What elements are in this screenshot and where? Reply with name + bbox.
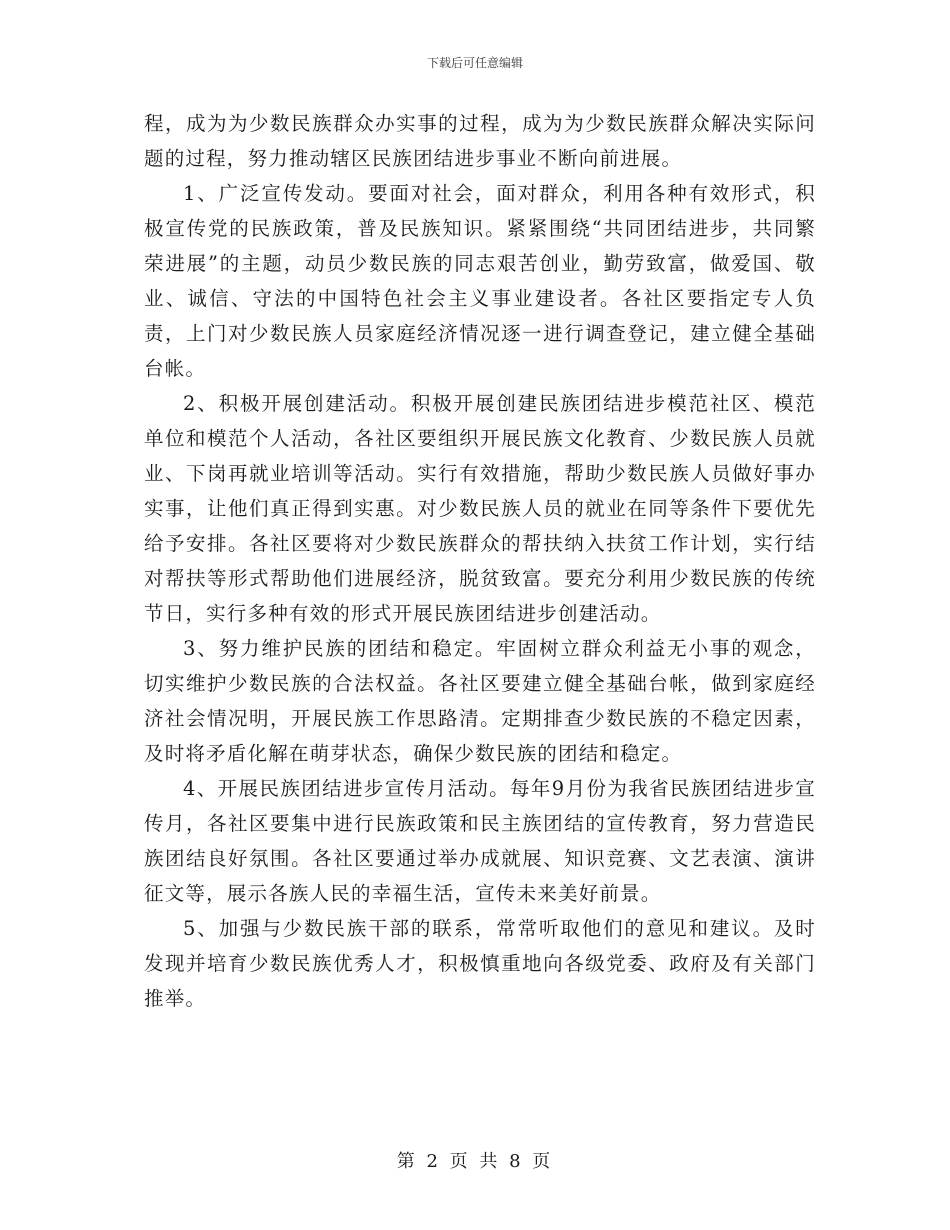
- document-body: [144, 106, 816, 1016]
- paragraph-5-cadre-contact: 5、加强与少数民族干部的联系，常常听取他们的意见和建议。及时发现并培育少数民族优秀人才，积极慎重地向各级党委、政府及有关部门推举。: [144, 917, 816, 1010]
- paragraph-2-creation-activities: 2、积极开展创建活动。积极开展创建民族团结进步模范社区、模范单位和模范个人活动，各社区要组织开展民族文化教育、少数民族人员就业、下岗再就业培训等活动。实行有效措施，帮助少数民族人员做好事办实事，让他们真正得到实惠。对少数民族人员的就业在同等条件下要优先给予安排。各社区要将对少数民族群众的帮扶纳入扶贫工作计划，实行结对帮扶等形式帮助他们进展经济，脱贫致富。要充分利用少数民族的传统节日，实行多种有效的形式开展民族团结进步创建活动。: [144, 392, 816, 625]
- paragraph-continuation: 程，成为为少数民族群众办实事的过程，成为为少数民族群众解决实际问题的过程，努力推动辖区民族团结进步事业不断向前进展。: [144, 112, 816, 170]
- header-note: 下载后可任意编辑: [426, 56, 523, 70]
- paragraph-1-publicity: 1、广泛宣传发动。要面对社会，面对群众，利用各种有效形式，积极宣传党的民族政策，普及民族知识。紧紧围绕“共同团结进步，共同繁荣进展”的主题，动员少数民族的同志艰苦创业，勤劳致富，做爱国、敬业、诚信、守法的中国特色社会主义事业建设者。各社区要指定专人负责，上门对少数民族人员家庭经济情况逐一进行调查登记，建立健全基础台帐。: [144, 182, 816, 380]
- paragraph-3-unity-stability: 3、努力维护民族的团结和稳定。牢固树立群众利益无小事的观念，切实维护少数民族的合法权益。各社区要建立健全基础台帐，做到家庭经济社会情况明，开展民族工作思路清。定期排查少数民族的不稳定因素，及时将矛盾化解在萌芽状态，确保少数民族的团结和稳定。: [144, 637, 816, 765]
- paragraph-4-publicity-month: 4、开展民族团结进步宣传月活动。每年9月份为我省民族团结进步宣传月，各社区要集中进行民族政策和民主族团结的宣传教育，努力营造民族团结良好氛围。各社区要通过举办成就展、知识竞赛、文艺表演、演讲征文等，展示各族人民的幸福生活，宣传未来美好前景。: [144, 777, 816, 905]
- page-number: 第 2 页 共 8 页: [396, 1151, 554, 1172]
